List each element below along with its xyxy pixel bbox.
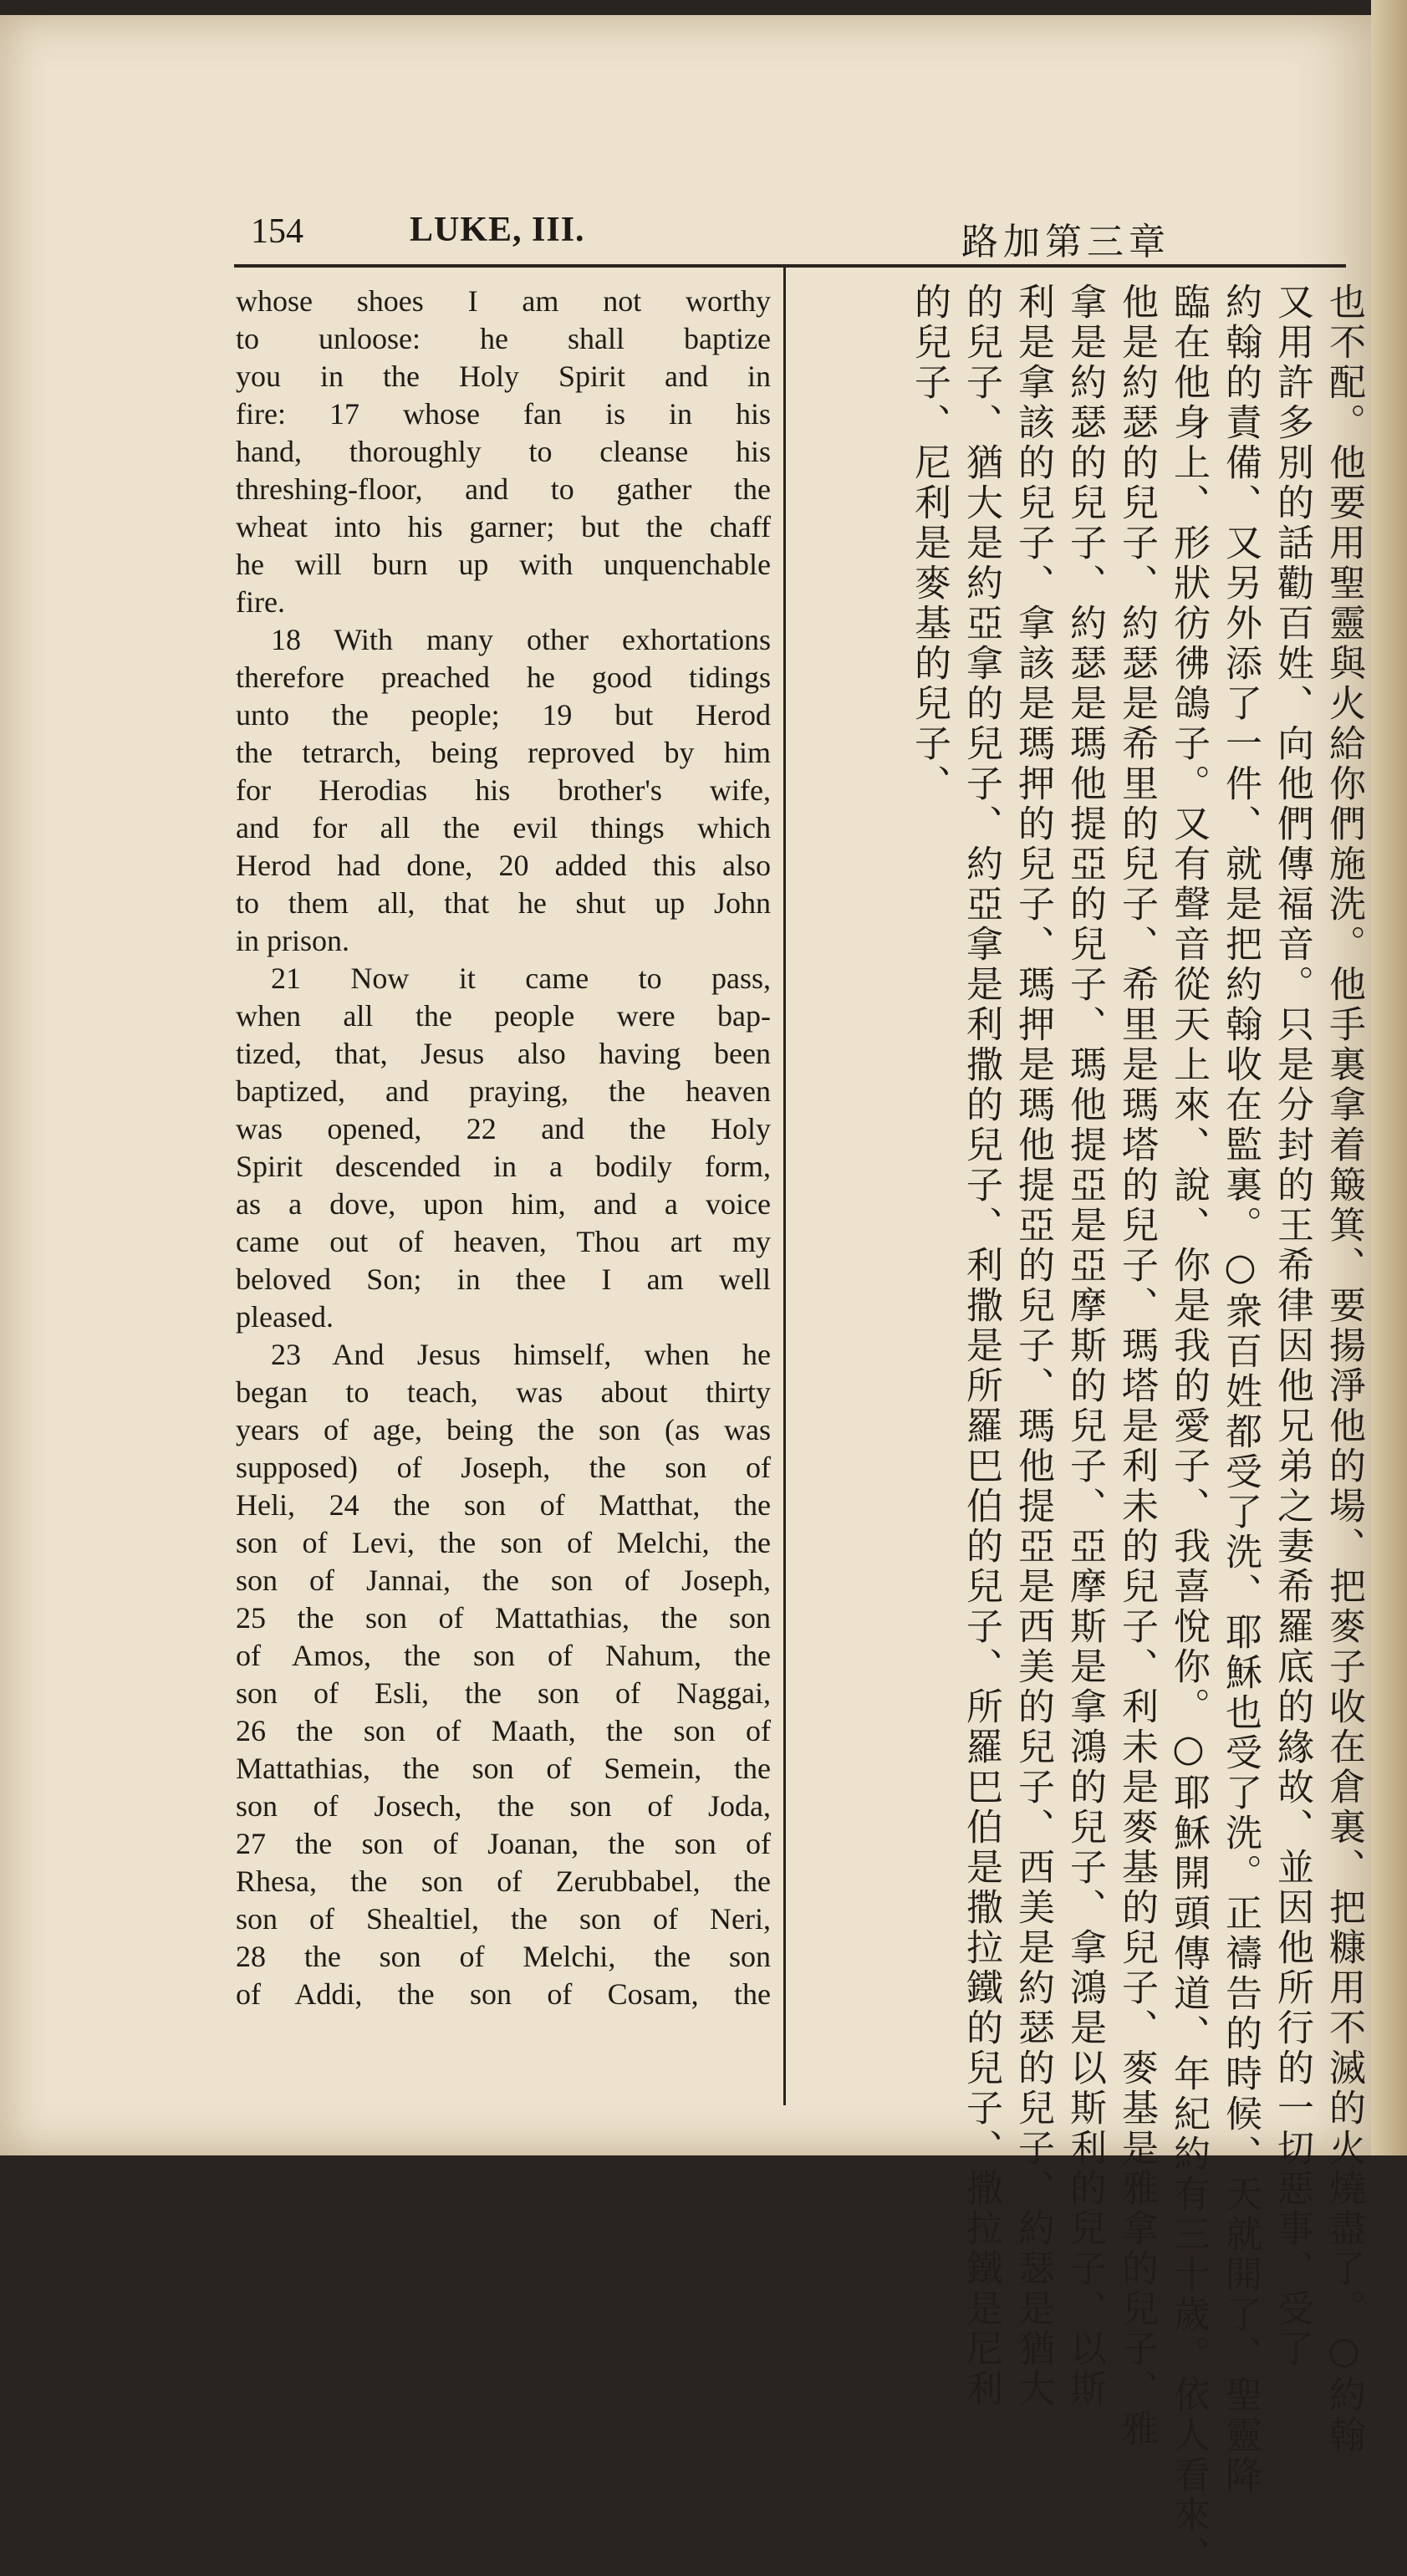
english-line: Rhesa, the son of Zerubbabel, the	[236, 1864, 771, 1898]
chinese-column: 利是拿該的兒子、拿該是瑪押的兒子、瑪押是瑪他提亞的兒子、瑪他提亞是西美的兒子、西美是約瑟的兒子、約瑟是猶大	[1012, 283, 1054, 2410]
chinese-column: 約翰的責備、又另外添了一件、就是把約翰收在監裏。○衆百姓都受了洗、耶穌也受了洗。正禱告的時候、天就開了、聖靈降	[1219, 283, 1262, 2496]
english-line: of Addi, the son of Cosam, the	[236, 1977, 771, 2011]
english-line: beloved Son; in thee I am well	[236, 1262, 771, 1296]
english-line: whose shoes I am not worthy	[236, 284, 771, 318]
english-line: of Amos, the son of Nahum, the	[236, 1639, 771, 1672]
running-title: LUKE, III.	[410, 211, 585, 249]
english-line: pleased.	[236, 1300, 334, 1334]
chinese-column: 又用許多別的話勸百姓、向他們傳福音。只是分封的王希律因他兄弟之妻希羅底的緣故、並因他所行的一切惡事、受了	[1271, 283, 1313, 2369]
english-line: Herod had done, 20 added this also	[236, 849, 771, 882]
english-line: in prison.	[236, 924, 350, 957]
english-line: fire.	[236, 585, 285, 619]
chinese-column: 也不配。他要用聖靈與火給你們施洗。他手裏拿着簸箕、要揚淨他的場、把麥子收在倉裏、把糠用不滅的火燒盡了。○約翰	[1323, 283, 1365, 2456]
english-line: hand, thoroughly to cleanse his	[236, 435, 771, 468]
english-line: wheat into his garner; but the chaff	[236, 510, 771, 543]
book-page	[0, 15, 1371, 2576]
header-rule	[234, 264, 1346, 268]
chinese-column: 臨在他身上、形狀彷彿鴿子。又有聲音從天上來、說、你是我的愛子、我喜悅你。○耶穌開頭傳道、年紀約有三十歲。依人看來、	[1167, 283, 1210, 2576]
english-line: Spirit descended in a bodily form,	[236, 1150, 771, 1183]
english-line: to unloose: he shall baptize	[236, 322, 771, 355]
english-line: tized, that, Jesus also having been	[236, 1037, 771, 1070]
english-line: the tetrarch, being reproved by him	[236, 736, 771, 769]
page-number: 154	[251, 212, 303, 251]
english-line: son of Shealtiel, the son of Neri,	[236, 1902, 771, 1936]
english-line: 23 And Jesus himself, when he	[271, 1338, 771, 1371]
english-line: 28 the son of Melchi, the son	[236, 1940, 771, 1973]
english-line: fire: 17 whose fan is in his	[236, 397, 771, 431]
chinese-running-title: 路加第三章	[961, 221, 1170, 263]
chinese-column: 的兒子、猶大是約亞拿的兒子、約亞拿是利撒的兒子、利撒是所羅巴伯的兒子、所羅巴伯是撒拉鐵的兒子、撒拉鐵是尼利	[960, 283, 1002, 2410]
english-line: began to teach, was about thirty	[236, 1375, 771, 1409]
english-line: when all the people were bap-	[236, 999, 771, 1033]
english-line: to them all, that he shut up John	[236, 886, 771, 920]
english-line: son of Esli, the son of Naggai,	[236, 1676, 771, 1710]
english-line: as a dove, upon him, and a voice	[236, 1187, 771, 1221]
english-line: 25 the son of Mattathias, the son	[236, 1601, 771, 1635]
english-line: for Herodias his brother's wife,	[236, 773, 771, 807]
english-text-column	[236, 283, 771, 2013]
english-line: 27 the son of Joanan, the son of	[236, 1827, 771, 1860]
chinese-column: 的兒子、尼利是麥基的兒子、	[908, 283, 951, 804]
english-line: Mattathias, the son of Semein, the	[236, 1752, 771, 1785]
english-line: son of Jannai, the son of Joseph,	[236, 1563, 771, 1597]
page-edge	[1371, 0, 1407, 2155]
english-line: son of Levi, the son of Melchi, the	[236, 1526, 771, 1559]
english-line: threshing-floor, and to gather the	[236, 472, 771, 506]
chinese-column: 他是約瑟的兒子、約瑟是希里的兒子、希里是瑪塔的兒子、瑪塔是利未的兒子、利未是麥基的兒子、麥基是雅拿的兒子、雅	[1115, 283, 1158, 2450]
english-line: years of age, being the son (as was	[236, 1413, 771, 1446]
english-line: 21 Now it came to pass,	[271, 962, 771, 995]
english-line: and for all the evil things which	[236, 811, 771, 844]
english-line: came out of heaven, Thou art my	[236, 1225, 771, 1258]
english-line: Heli, 24 the son of Matthat, the	[236, 1488, 771, 1522]
english-line: you in the Holy Spirit and in	[236, 360, 771, 393]
english-line: baptized, and praying, the heaven	[236, 1074, 771, 1108]
english-line: he will burn up with unquenchable	[236, 548, 771, 581]
chinese-text-column	[798, 283, 1367, 2576]
english-line: supposed) of Joseph, the son of	[236, 1451, 771, 1484]
page-header	[242, 203, 1354, 262]
english-line: therefore preached he good tidings	[236, 661, 771, 694]
english-line: unto the people; 19 but Herod	[236, 698, 771, 732]
chinese-column: 拿是約瑟的兒子、約瑟是瑪他提亞的兒子、瑪他提亞是亞摩斯的兒子、亞摩斯是拿鴻的兒子、拿鴻是以斯利的兒子、以斯	[1063, 283, 1106, 2410]
column-divider	[783, 266, 786, 2105]
english-line: was opened, 22 and the Holy	[236, 1112, 771, 1145]
english-line: 18 With many other exhortations	[271, 623, 771, 656]
english-line: 26 the son of Maath, the son of	[236, 1714, 771, 1747]
english-line: son of Josech, the son of Joda,	[236, 1789, 771, 1823]
